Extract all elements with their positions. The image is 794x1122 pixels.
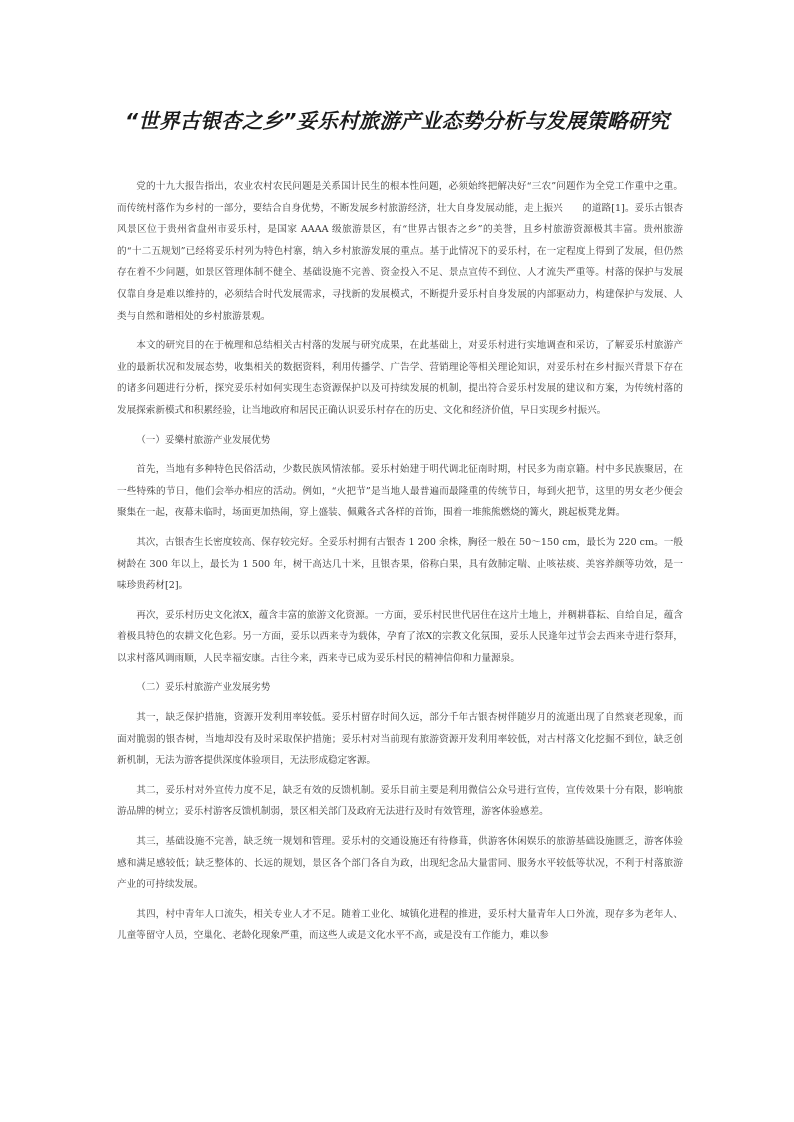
paragraph-disadvantage-infrastructure: 其三，基础设施不完善，缺乏统一规划和管理。妥乐村的交通设施还有待修葺，供游客休闲娱乐的旅游基础设施匮乏，游客体验感和满足感较低；缺乏整体的、长远的规划，景区各个部门各自为政，出现纪念品大量雷同、服务水平较低等状况，不利于村落旅游产业的可持续发展。 xyxy=(117,836,683,891)
paragraph-advantage-folk-customs: 首先，当地有多种特色民俗活动，少数民族风情浓郁。妥乐村始建于明代调北征南时期，村民多为南京籍。村中多民族聚居，在一些特殊的节日，他们会举办相应的活动。例如，“火把节”是当地人最普遍而最隆重的传统节日，每到火把节，这里的男女老少便会聚集在一起，夜幕未临时，场面更加热闹，穿上盛装、佩戴各式各样的首饰，围着一堆熊熊燃烧的篝火，跳起板凳龙舞。 xyxy=(117,464,683,519)
paper-body xyxy=(117,176,683,955)
section-heading-advantages: （一）妥樂村旅游产业发展优势 xyxy=(136,434,271,446)
paragraph-disadvantage-protection: 其一，缺乏保护措施，资源开发利用率较低。妥乐村留存时间久远，部分千年古银杏树伴随岁月的流逝出现了自然衰老现象，而面对脆弱的银杏树，当地却没有及时采取保护措施；妥乐村对当前现有旅游资源开发利用率较低，对古村落文化挖掘不到位，缺乏创新机制，无法为游客提供深度体验项目，无法形成稳定客源。 xyxy=(117,712,683,767)
paragraph-disadvantage-population: 其四，村中青年人口流失，相关专业人才不足。随着工业化、城镇化进程的推进，妥乐村大量青年人口外流，现存多为老年人、儿童等留守人员，空巢化、老龄化现象严重，而这些人或是文化水平不高，或是没有工作能力，难以参 xyxy=(117,908,683,942)
paragraph-advantage-ginkgo: 其次，古银杏生长密度较高、保存较完好。全妥乐村拥有古银杏 1 200 余株，胸径一般在 50～150 cm，最长为 220 cm。一般树龄在 300 年以上，最长为 1 500 年，树干高达几十米，且银杏果，俗称白果，具有敛肺定喘、止咳祛痰、美容养颜等功效，是一味珍贵药材[2]。 xyxy=(117,536,683,592)
paragraph-disadvantage-publicity: 其二，妥乐村对外宣传力度不足，缺乏有效的反馈机制。妥乐目前主要是利用微信公众号进行宣传，宣传效果十分有限，影响旅游品牌的树立；妥乐村游客反馈机制弱，景区相关部门及政府无法进行及时有效管理，游客体验感差。 xyxy=(117,784,683,818)
section-heading-disadvantages: （二）妥乐村旅游产业发展劣势 xyxy=(136,682,271,694)
paragraph-introduction: 党的十九大报告指出，农业农村农民问题是关系国计民生的根本性问题，必须始终把解决好“三农”问题作为全党工作重中之重。而传统村落作为乡村的一部分，要结合自身优势，不断发展乡村旅游经济，壮大自身发展动能，走上振兴 的道路[1]。妥乐古银杏风景区位于贵州省盘州市妥乐村，是国家 AAAA 级旅游景区，有“世界古银杏之乡”的美誉，且乡村旅游资源极其丰富。贵州旅游的“十二五规划”已经将妥乐村列为特色村寨，纳入乡村旅游发展的重点。基于此情况下的妥乐村，在一定程度上得到了发展，但仍然存在着不少问题，如景区管理体制不健全、基础设施不完善、资金投入不足、景点宣传不到位、人才流失严重等。村落的保护与发展仅靠自身是难以维持的，必须结合时代发展需求，寻找新的发展模式，不断提升妥乐村自身发展的内部驱动力，构建保护与发展、人类与自然和谐相处的乡村旅游景观。 xyxy=(117,181,683,322)
paragraph-research-purpose: 本文的研究目的在于梳理和总结相关古村落的发展与研究成果，在此基础上，对妥乐村进行实地调查和采访，了解妥乐村旅游产业的最新状况和发展态势，收集相关的数据资料，利用传播学、广告学、营销理论等相关理论知识，对妥乐村在乡村振兴背景下存在的诸多问题进行分析，探究妥乐村如何实现生态资源保护以及可持续发展的机制，提出符合妥乐村发展的建议和方案，为传统村落的发展探索新模式和积累经验，让当地政府和居民正确认识妥乐村存在的历史、文化和经济价值，早日实现乡村振兴。 xyxy=(117,340,683,416)
paper-title: “世界古银杏之乡”妥乐村旅游产业态势分析与发展策略研究 xyxy=(124,109,670,133)
paragraph-advantage-culture: 再次，妥乐村历史文化浓X，蕴含丰富的旅游文化资源。一方面，妥乐村民世代居住在这片土地上，并稠耕暮耘、自给自足，蕴含着极具特色的农耕文化色彩。另一方面，妥乐以西来寺为载体，孕育了浓X的宗教文化氛围，妥乐人民逢年过节会去西来寺进行祭拜，以求村落风调雨顺，人民幸福安康。古往今来，西来寺已成为妥乐村民的精神信仰和力量源泉。 xyxy=(117,609,683,664)
